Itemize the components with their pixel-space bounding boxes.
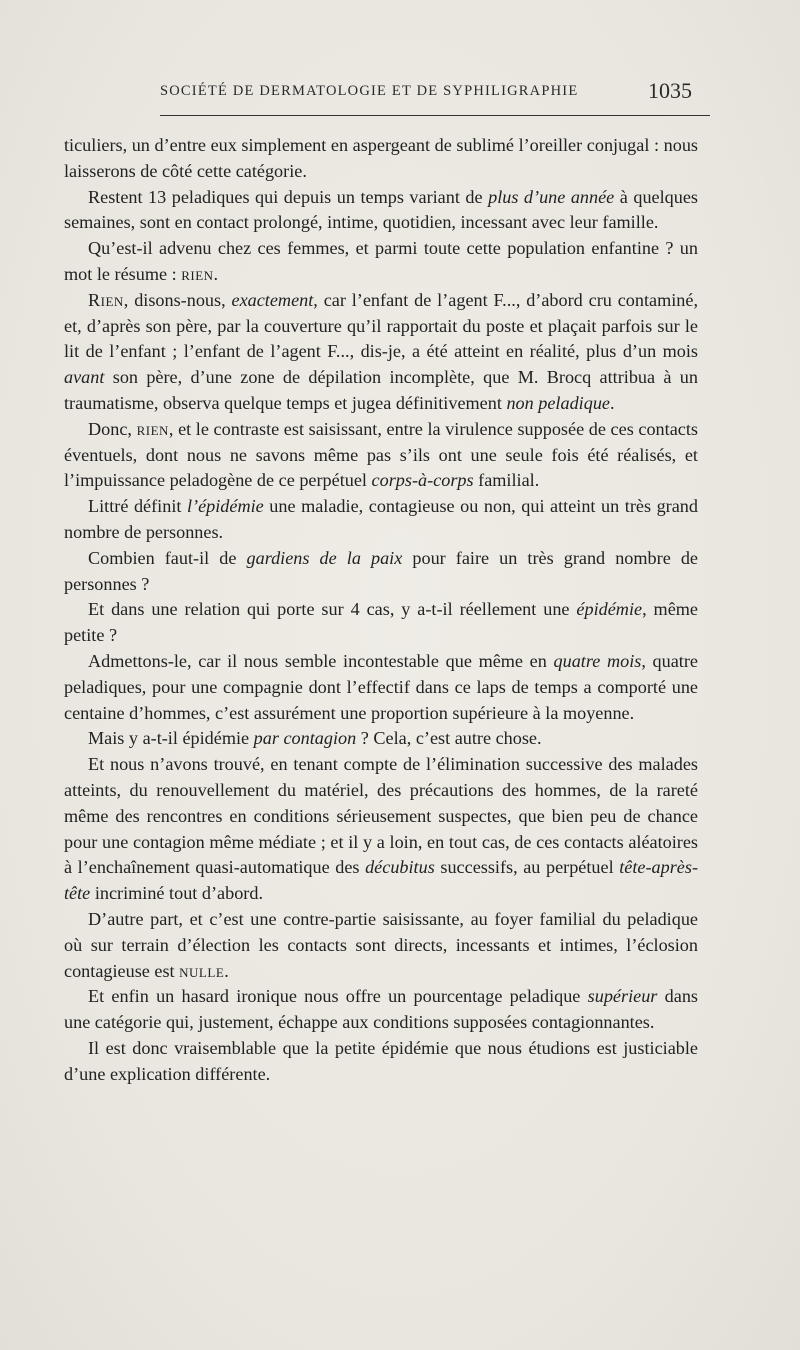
italic-text: quatre mois [553,650,642,671]
text-segment: pour faire un très grand nombre de personnes ? [64,547,699,594]
italic-text: non peladique [506,392,610,413]
italic-text: tête-après-tête [64,857,698,904]
paragraph [64,726,698,752]
text-segment: Admettons-le, car il nous semble incontestable que même en [88,650,554,671]
text-segment: Il est donc vraisemblable que la petite épidémie que nous étudions est justiciable d’une explication différente. [64,1037,698,1084]
text-segment: Donc, [88,418,137,439]
italic-text: épidémie [576,599,643,620]
text-segment: successifs, au perpétuel [434,857,620,878]
running-head: SOCIÉTÉ DE DERMATOLOGIE ET DE SYPHILIGRAPHIE [160,83,579,99]
text-segment: Mais y a-t-il épidémie [88,728,254,749]
small-caps-text: nulle [179,960,225,981]
paragraph [64,494,698,546]
text-segment: . [224,960,229,981]
small-caps-text: Rien [88,289,124,310]
italic-text: avant [64,367,105,388]
italic-text: corps-à-corps [371,470,474,491]
text-segment: Et dans une relation qui porte sur 4 cas, y a-t-il réellement une [88,599,577,620]
paragraph [64,417,698,494]
paragraph [64,133,698,185]
page-header [0,78,800,104]
text-segment: Qu’est-il advenu chez ces femmes, et parmi toute cette population enfantine ? un mot le résume : [64,238,698,284]
paragraph [64,288,698,417]
text-segment: familial. [473,470,540,491]
paragraph [64,546,698,598]
text-segment: . [610,392,615,413]
text-segment: ? Cela, c’est autre chose. [356,728,542,749]
header-rule [160,115,710,116]
text-segment: , même petite ? [64,599,698,646]
text-segment: D’autre part, et c’est une contre-partie saisissante, au foyer familial du peladique où sur terrain d’élection les contacts sont directs, incessants et intimes, l’éclosion contagieuse est [64,908,698,981]
text-segment: incriminé tout d’abord. [90,883,264,904]
italic-text: l’épidémie [186,496,264,517]
small-caps-text: rien [136,418,169,439]
paragraph [64,185,698,237]
text-segment: Et enfin un hasard ironique nous offre un pourcentage peladique [88,986,588,1007]
paragraph [64,236,698,288]
paragraph [64,907,698,984]
small-caps-text: rien [181,263,214,284]
paragraph [64,752,698,907]
italic-text: exactement [231,289,314,310]
italic-text: par contagion [253,728,357,749]
text-segment: une maladie, contagieuse ou non, qui atteint un très grand nombre de personnes. [64,496,698,542]
text-segment: , car l’enfant de l’agent F..., d’abord cru contaminé, et, d’après son père, par la couverture qu’il rapportait du poste et plaçait parfois sur le lit de l’enfant ; l’enfant de l’agent F..., dis-je, a été atteint en réalité, plus d’un mois [64,289,698,362]
text-segment: Littré définit [88,496,187,517]
text-segment: Restent 13 peladiques qui depuis un temps variant de [88,186,489,207]
italic-text: gardiens de la paix [246,547,403,568]
paragraph [64,649,698,726]
text-segment: Combien faut-il de [88,547,247,568]
text-segment: . [213,263,219,284]
italic-text: supérieur [587,986,658,1007]
paragraph [64,597,698,649]
text-segment: ticuliers, un d’entre eux simplement en aspergeant de sublimé l’oreiller conjugal : nous laisserons de côté cette catégorie. [64,135,698,181]
body-text [64,133,698,1087]
text-segment: dans une catégorie qui, justement, échappe aux conditions supposées contagionnantes. [64,986,699,1033]
text-segment: son père, d’une zone de dépilation incomplète, que M. Brocq attribua à un traumatisme, observa quelque temps et jugea définitivement [64,367,698,413]
italic-text: décubitus [365,857,435,878]
page-number: 1035 [648,78,692,103]
paragraph [64,984,698,1036]
text-segment: , disons-nous, [123,289,232,310]
italic-text: plus d’une année [488,186,615,207]
text-segment: , quatre peladiques, pour une compagnie dont l’effectif dans ce laps de temps a comporté une centaine d’hommes, c’est assurément une proportion supérieure à la moyenne. [64,650,698,723]
text-segment: à quelques semaines, sont en contact prolongé, intime, quotidien, incessant avec leur famille. [64,186,698,233]
paragraph [64,1036,698,1088]
text-segment: Et nous n’avons trouvé, en tenant compte de l’élimination successive des malades atteints, du renouvellement du matériel, des précautions des hommes, de la rareté même des rencontres en conditions sérieusement suspectes, que bien peu de chance pour une contagion même médiate ; et il y a loin, en tout cas, de ces contacts aléatoires à l’enchaînement quasi-automatique des [64,754,698,878]
text-segment: , et le contraste est saisissant, entre la virulence supposée de ces contacts éventuels, dont nous ne savons même pas s’ils ont une seule fois été réalisés, et l’impuissance peladogène de ce perpétuel [64,418,698,491]
